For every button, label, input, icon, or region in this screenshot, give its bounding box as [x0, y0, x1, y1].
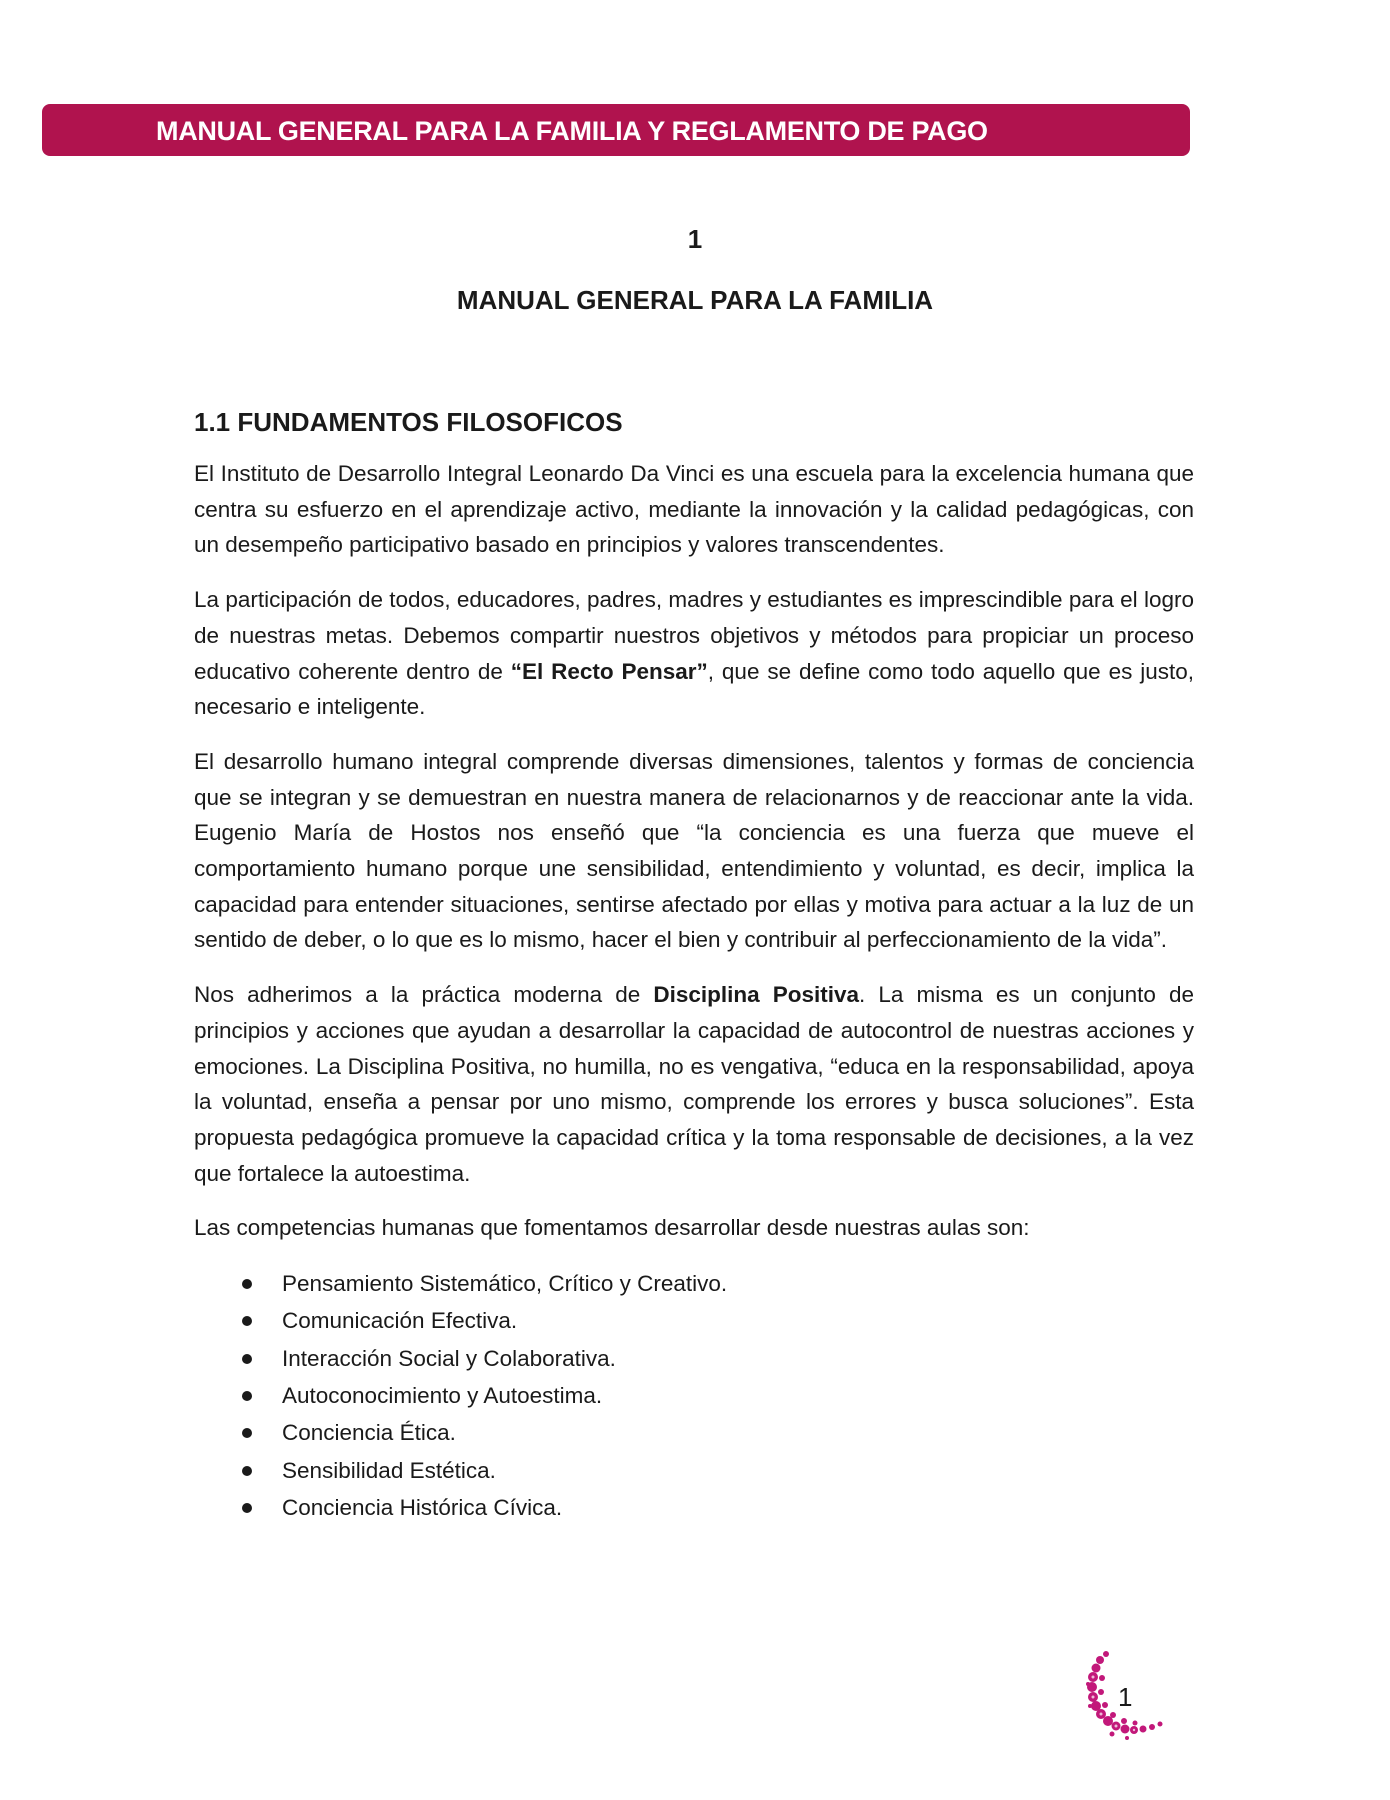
competency-label: Interacción Social y Colaborativa.	[282, 1345, 616, 1371]
list-item	[194, 1377, 1194, 1414]
list-item	[194, 1265, 1194, 1302]
paragraph-4-text-end: . La misma es un conjunto de principios y acciones que ayudan a desarrollar la capacidad de autocontrol de nuestras acciones y emociones. La Disciplina Positiva, no humilla, no es vengativa, “educa en la responsabilidad, apoya la voluntad, enseña a pensar por uno mismo, comprende los errores y busca soluciones”. Esta propuesta pedagógica promueve la capacidad crítica y la toma responsable de decisiones, a la vez que fortalece la autoestima.	[194, 982, 1194, 1186]
bullet-icon	[242, 1466, 252, 1476]
bullet-icon	[242, 1279, 252, 1289]
paragraph-2-text-end: , que se define como todo aquello que es justo, necesario e inteligente.	[194, 658, 1194, 720]
chapter-title: MANUAL GENERAL PARA LA FAMILIA	[456, 285, 934, 315]
paragraph-1: El Instituto de Desarrollo Integral Leonardo Da Vinci es una escuela para la excelencia humana que centra su esfuerzo en el aprendizaje activo, mediante la innovación y la calidad pedagógicas, con un desempeño participativo basado en principios y valores transcendentes.	[194, 461, 1194, 558]
recto-pensar-emphasis: “El Recto Pensar”	[510, 658, 708, 684]
list-item	[194, 1489, 1194, 1526]
competencies-list	[194, 1265, 1194, 1526]
paragraph-4	[194, 977, 1194, 1191]
disciplina-positiva-emphasis: Disciplina Positiva	[653, 982, 860, 1008]
list-item	[194, 1414, 1194, 1451]
section-heading: 1.1 FUNDAMENTOS FILOSOFICOS	[194, 407, 623, 437]
bullet-icon	[242, 1503, 252, 1513]
paragraph-5: Las competencias humanas que fomentamos desarrollar desde nuestras aulas son:	[194, 1215, 1030, 1241]
competency-label: Sensibilidad Estética.	[282, 1457, 496, 1483]
section-content	[194, 404, 1194, 1526]
paragraph-4-text-start: Nos adherimos a la práctica moderna de	[194, 982, 654, 1008]
bullet-icon	[242, 1428, 252, 1438]
paragraph-2-text-start: La participación de todos, educadores, padres, madres y estudiantes es imprescindible para el logro de nuestras metas. Debemos compartir nuestros objetivos y métodos para propiciar un proceso educativo coherente dentro de	[194, 587, 1194, 684]
chapter-number: 1	[687, 224, 703, 254]
bullet-icon	[242, 1354, 252, 1364]
competency-label: Comunicación Efectiva.	[282, 1308, 518, 1334]
paragraph-3: El desarrollo humano integral comprende diversas dimensiones, talentos y formas de conciencia que se integran y se demuestran en nuestra manera de relacionarnos y de reaccionar ante la vida. Eugenio María de Hostos nos enseñó que “la conciencia es una fuerza que mueve el comportamiento humano porque une sensibilidad, entendimiento y voluntad, es decir, implica la capacidad para entender situaciones, sentirse afectado por ellas y motiva para actuar a la luz de un sentido de deber, o lo que es lo mismo, hacer el bien y contribuir al perfeccionamiento de la vida”.	[194, 748, 1194, 953]
list-item	[194, 1302, 1194, 1339]
header-banner	[42, 104, 1190, 156]
bullet-icon	[242, 1391, 252, 1401]
competency-label: Conciencia Ética.	[282, 1420, 456, 1446]
competency-label: Conciencia Histórica Cívica.	[282, 1494, 563, 1520]
competency-label: Autoconocimiento y Autoestima.	[282, 1382, 603, 1408]
document-title: MANUAL GENERAL PARA LA FAMILIA Y REGLAMENTO DE PAGO	[156, 116, 988, 146]
competency-label: Pensamiento Sistemático, Crítico y Creativo.	[282, 1271, 728, 1297]
list-item	[194, 1452, 1194, 1489]
list-item	[194, 1340, 1194, 1377]
bullet-icon	[242, 1316, 252, 1326]
paragraph-2	[194, 582, 1194, 725]
page-number: 1	[1118, 1682, 1133, 1712]
